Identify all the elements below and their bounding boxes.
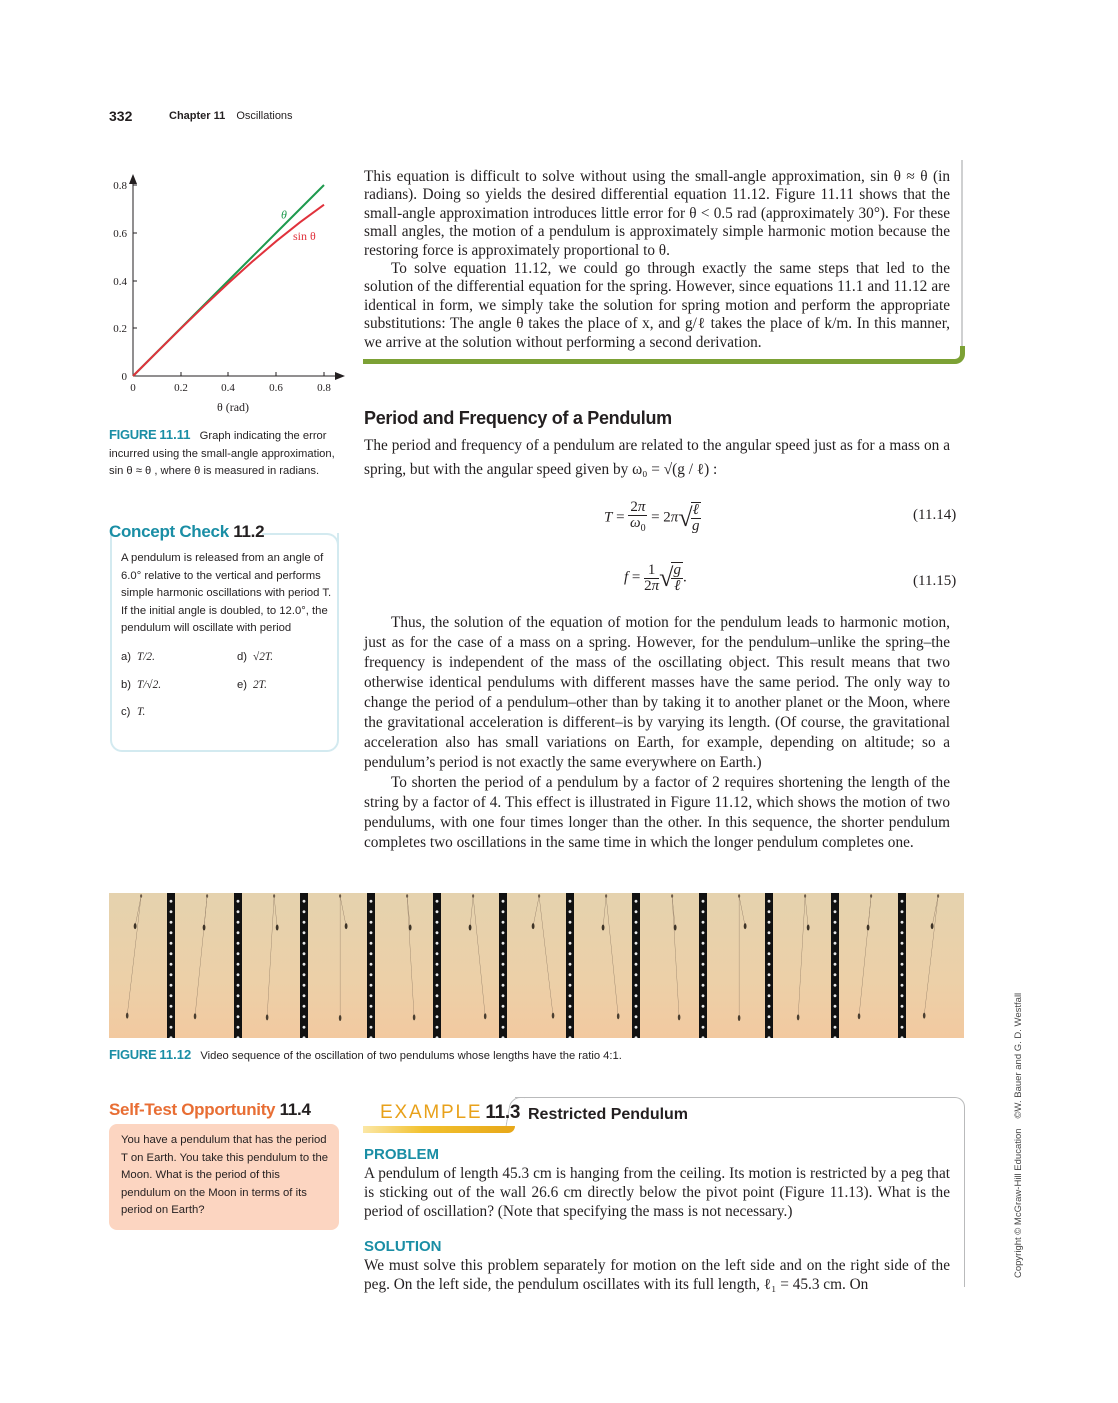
- intro-box-right-rule: [959, 160, 963, 356]
- option-text: √2T.: [253, 651, 274, 663]
- option-label: d): [237, 651, 248, 663]
- concept-check-label: Concept Check: [109, 522, 229, 541]
- svg-text:0.2: 0.2: [174, 382, 188, 394]
- solution-heading: SOLUTION: [364, 1238, 442, 1255]
- film-frame: [773, 893, 831, 1038]
- copyright-line-1: Copyright © McGraw-Hill Education: [1013, 1128, 1024, 1278]
- equation-11-15: f = $\frac{1}{2\pi}$ √ $\frac{g}{\text{ℓ}}$ .: [624, 561, 687, 594]
- y-axis-arrow-icon: [129, 174, 137, 184]
- svg-text:0: 0: [121, 371, 127, 383]
- film-frame: [839, 893, 897, 1038]
- figure-caption-text: Video sequence of the oscillation of two pendulums whose lengths have the ratio 4:1.: [200, 1050, 622, 1062]
- problem-text: A pendulum of length 45.3 cm is hanging from the ceiling. Its motion is restricted by a peg that is sticking out of the wall 26.6 cm directly below the pivot point (Figure 11.13). What is the period of oscillation? (Note that specifying the mass is not necessary.): [364, 1165, 950, 1220]
- chapter-title: Oscillations: [236, 110, 293, 122]
- film-frame: [109, 893, 167, 1038]
- film-sprocket: [234, 893, 242, 1038]
- example-label: [380, 1102, 520, 1124]
- running-head: [169, 110, 293, 122]
- sin-theta-label: sin θ: [292, 228, 316, 243]
- svg-text:0.4: 0.4: [221, 382, 235, 394]
- film-frame: [574, 893, 632, 1038]
- film-frame: [175, 893, 233, 1038]
- option-c[interactable]: [121, 706, 145, 718]
- pendulum-photo: [906, 893, 964, 1038]
- option-label: c): [121, 706, 131, 718]
- film-sprocket: [300, 893, 308, 1038]
- option-text: T.: [137, 706, 146, 718]
- pendulum-photo: [308, 893, 366, 1038]
- x-axis-arrow-icon: [335, 372, 345, 380]
- film-frame: [707, 893, 765, 1038]
- figure-number: 11.11: [159, 427, 191, 442]
- film-frame: [242, 893, 300, 1038]
- concept-check-title: [109, 522, 264, 542]
- pendulum-photo: [839, 893, 897, 1038]
- svg-text:0.2: 0.2: [113, 323, 127, 335]
- option-text: 2T.: [253, 679, 267, 691]
- self-test-title: [109, 1100, 311, 1120]
- page-number: 332: [109, 108, 133, 124]
- pendulum-photo: [640, 893, 698, 1038]
- self-test-number: 11.4: [279, 1100, 311, 1119]
- y-tick-labels: [113, 180, 127, 383]
- pendulum-film-strip: [109, 893, 964, 1038]
- film-sprocket: [898, 893, 906, 1038]
- pendulum-photo: [175, 893, 233, 1038]
- equation-number: (11.15): [913, 573, 957, 589]
- pendulum-photo: [242, 893, 300, 1038]
- self-test-text: You have a pendulum that has the period T on Earth. You take this pendulum to the Moon. What is the period of this pendulum on the Moon in terms of its period on Earth?: [121, 1134, 329, 1217]
- film-sprocket: [499, 893, 507, 1038]
- figure-number: 11.12: [159, 1047, 192, 1062]
- film-sprocket: [566, 893, 574, 1038]
- intro-paragraph-2: To solve equation 11.12, we could go through exactly the same steps that led to the solution of the differential equation for the spring. However, since equations 11.1 and 11.12 are identical in form, we simply take the solution for spring motion and perform the appropriate substitutions: The angle θ takes the place of x, and g/ℓ takes the place of k/m. In this manner, we arrive at the solution without performing a second derivation.: [364, 260, 950, 351]
- concept-check-number: 11.2: [233, 522, 265, 541]
- figure-label: FIGURE: [109, 1047, 157, 1062]
- pendulum-photo: [441, 893, 499, 1038]
- figure-11-12-caption: [109, 1046, 622, 1066]
- x-tick-labels: [130, 382, 331, 394]
- body-paragraph-thus: Thus, the solution of the equation of motion for the pendulum leads to harmonic motion, just as for the case of a mass on a spring. However, for the pendulum–unlike the spring–the frequency is independent of the mass of the oscillating object. This result means that two otherwise identical pendulums with different masses have the same period. The only way to change the period of a pendulum–other than by taking it to another planet or the Moon, where the gravitational acceleration is different–is by varying its length. (Of course, the gravitational acceleration also has small variations on Earth, for example, depending on altitude; so a pendulum’s period is not exactly the same everywhere on Earth.): [364, 614, 950, 771]
- small-angle-chart: [105, 160, 355, 420]
- film-frame: [906, 893, 964, 1038]
- film-sprocket: [367, 893, 375, 1038]
- problem-heading: PROBLEM: [364, 1146, 439, 1163]
- theta-label: θ: [281, 207, 287, 222]
- example-label-underline: [363, 1126, 515, 1133]
- film-sprocket: [167, 893, 175, 1038]
- option-text: T/√2.: [137, 679, 162, 691]
- body-paragraph-shorten: To shorten the period of a pendulum by a factor of 2 requires shortening the length of the string by a factor of 4. This effect is illustrated in Figure 11.12, which shows the motion of two pendulums, with one four times longer than the other. In this sequence, the shorter pendulum completes two oscillations in the same time in which the longer pendulum completes one.: [364, 774, 950, 851]
- solution-text: We must solve this problem separately for motion on the left side and on the right side of the peg. On the left side, the pendulum oscillates with its full length, ℓ₁ = 45.3 cm. On: [364, 1257, 950, 1293]
- option-a[interactable]: [121, 651, 155, 663]
- example-word: EXAMPLE: [380, 1102, 483, 1123]
- film-frame: [640, 893, 698, 1038]
- option-e[interactable]: [237, 679, 267, 691]
- self-test-label: Self-Test Opportunity: [109, 1100, 276, 1119]
- figure-label: FIGURE: [109, 427, 157, 442]
- pendulum-photo: [574, 893, 632, 1038]
- copyright-line-2: ©W. Bauer and G. D. Westfall: [1013, 992, 1024, 1119]
- option-d[interactable]: [237, 651, 273, 663]
- svg-text:0: 0: [130, 382, 136, 394]
- equation-11-14: T = $\frac{2\pi}{\omega_0}$ = 2π√ $\frac{\text{ℓ}}{g}$: [604, 499, 700, 534]
- figure-caption-text: Graph indicating the error incurred using the small-angle approximation, sin θ ≈ θ , where θ is measured in radians.: [109, 430, 335, 477]
- film-frame: [308, 893, 366, 1038]
- film-sprocket: [699, 893, 707, 1038]
- film-frame: [375, 893, 433, 1038]
- concept-check-top-rule: [262, 533, 339, 547]
- concept-check-question: A pendulum is released from an angle of 6.0° relative to the vertical and performs simple harmonic oscillations with period T. If the initial angle is doubled, to 12.0°, the pendulum will oscillate with period: [121, 552, 332, 635]
- copyright-notice: [1013, 993, 1024, 1278]
- equation-number: (11.14): [913, 507, 957, 523]
- intro-text: [364, 168, 950, 352]
- svg-text:0.8: 0.8: [113, 180, 127, 192]
- pendulum-photo: [773, 893, 831, 1038]
- pendulum-photo: [507, 893, 565, 1038]
- intro-paragraph-1: This equation is difficult to solve without using the small-angle approximation, sin θ ≈ θ (in radians). Doing so yields the desired differential equation 11.12. Figure 11.11 shows that the small-angle approximation introduces little error for θ < 0.5 rad (approximately 30°). For these small angles, the motion of a pendulum is approximately simple harmonic motion because the restoring force is approximately proportional to θ.: [364, 168, 950, 259]
- film-frame: [441, 893, 499, 1038]
- example-number: 11.3: [485, 1102, 521, 1123]
- film-sprocket: [632, 893, 640, 1038]
- film-sprocket: [831, 893, 839, 1038]
- section-intro-text: The period and frequency of a pendulum are related to the angular speed just as for a mass on a spring, but with the angular speed given by ω₀ = √(g / ℓ) :: [364, 437, 950, 478]
- option-text: T/2.: [137, 651, 155, 663]
- svg-text:0.6: 0.6: [113, 228, 127, 240]
- section-heading: Period and Frequency of a Pendulum: [364, 408, 672, 428]
- pendulum-photo: [375, 893, 433, 1038]
- svg-text:0.4: 0.4: [113, 276, 127, 288]
- x-axis-label: θ (rad): [216, 400, 250, 414]
- option-label: a): [121, 651, 132, 663]
- svg-text:0.8: 0.8: [317, 382, 331, 394]
- pendulum-photo: [707, 893, 765, 1038]
- option-b[interactable]: [121, 679, 161, 691]
- option-label: b): [121, 679, 132, 691]
- example-title: Restricted Pendulum: [528, 1106, 689, 1123]
- pendulum-photo: [109, 893, 167, 1038]
- film-sprocket: [433, 893, 441, 1038]
- option-label: e): [237, 679, 248, 691]
- film-frame: [507, 893, 565, 1038]
- film-sprocket: [765, 893, 773, 1038]
- svg-text:0.6: 0.6: [269, 382, 283, 394]
- chapter-label: Chapter 11: [169, 110, 226, 122]
- figure-11-11-caption: [109, 426, 341, 481]
